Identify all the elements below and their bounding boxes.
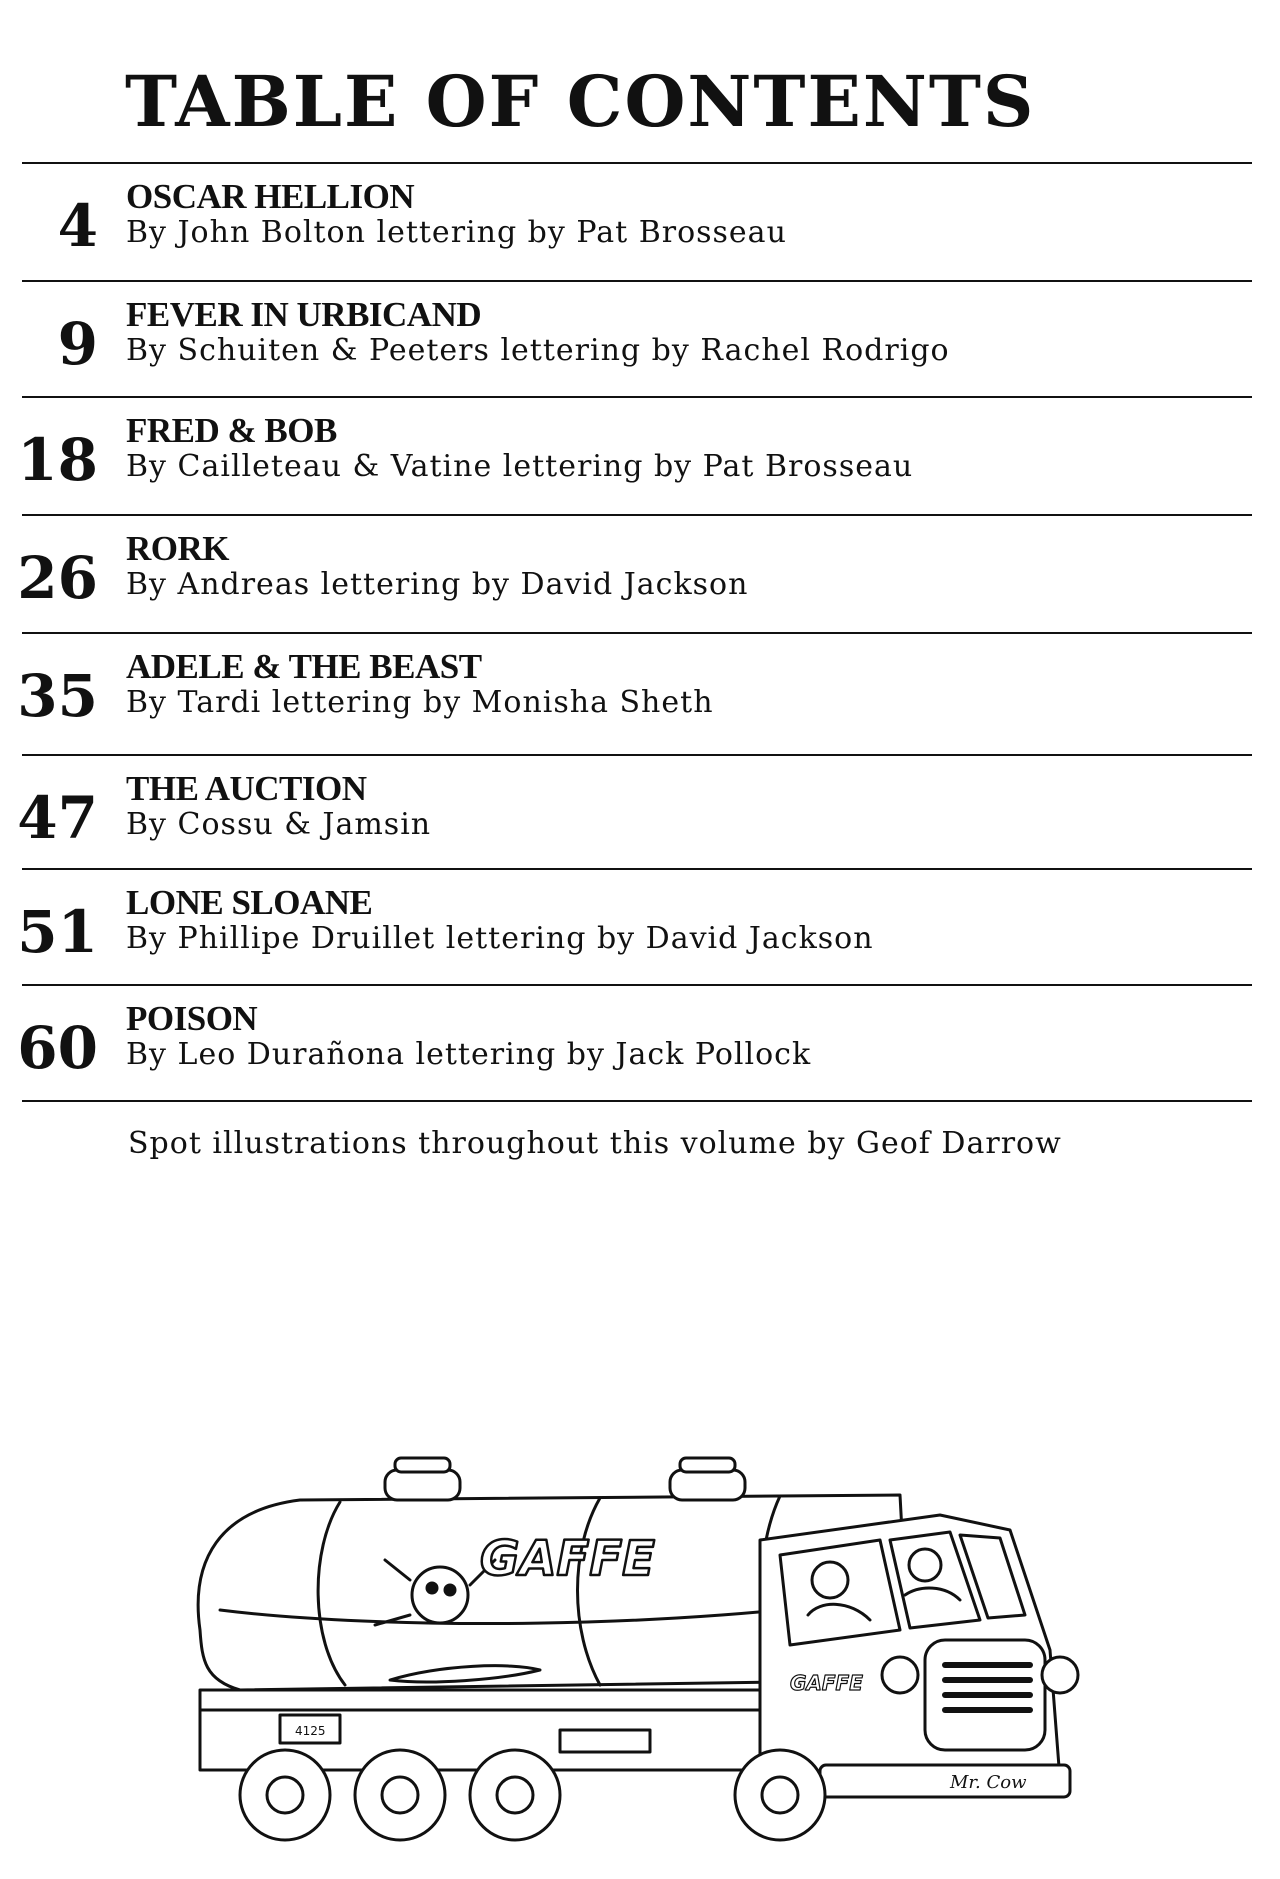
entry-page-number: 47 <box>17 784 98 852</box>
tank-logo: GAFFE <box>480 1531 655 1587</box>
entry-credit: By Tardi lettering by Monisha Sheth <box>126 685 714 720</box>
footnote: Spot illustrations throughout this volume by Geof Darrow <box>128 1126 1062 1161</box>
entry-credit: By Cailleteau & Vatine lettering by Pat Brosseau <box>126 449 914 484</box>
entry-title: LONE SLOANE <box>126 883 373 922</box>
divider <box>22 754 1252 756</box>
entry-title: THE AUCTION <box>126 769 367 808</box>
bumper-text: Mr. Cow <box>950 1772 1027 1793</box>
divider <box>22 868 1252 870</box>
entry-page-number: 9 <box>57 310 98 378</box>
entry-page-number: 51 <box>17 898 98 966</box>
entry-credit: By Andreas lettering by David Jackson <box>126 567 749 602</box>
divider <box>22 280 1252 282</box>
divider <box>22 1100 1252 1102</box>
entry-title: OSCAR HELLION <box>126 177 415 216</box>
page-title: TABLE OF CONTENTS <box>125 60 1036 143</box>
divider <box>22 162 1252 164</box>
entry-page-number: 18 <box>17 426 98 494</box>
entry-credit: By John Bolton lettering by Pat Brosseau <box>126 215 787 250</box>
entry-credit: By Phillipe Druillet lettering by David Jackson <box>126 921 874 956</box>
divider <box>22 514 1252 516</box>
toc-entry[interactable] <box>0 758 1280 868</box>
tanker-truck-illustration <box>180 1380 1260 1850</box>
door-logo: GAFFE <box>790 1671 863 1695</box>
entry-credit: By Leo Durañona lettering by Jack Pollock <box>126 1037 812 1072</box>
entry-title: RORK <box>126 529 229 568</box>
entry-page-number: 60 <box>17 1014 98 1082</box>
entry-credit: By Schuiten & Peeters lettering by Rachel Rodrigo <box>126 333 950 368</box>
entry-page-number: 26 <box>17 544 98 612</box>
toc-entry[interactable] <box>0 636 1280 746</box>
toc-entry[interactable] <box>0 518 1280 628</box>
entry-title: FRED & BOB <box>126 411 337 450</box>
plate-number: 4125 <box>295 1724 326 1738</box>
toc-entry[interactable] <box>0 284 1280 394</box>
toc-entry[interactable] <box>0 872 1280 982</box>
entry-title: ADELE & THE BEAST <box>126 647 482 686</box>
entry-title: POISON <box>126 999 258 1038</box>
entry-title: FEVER IN URBICAND <box>126 295 482 334</box>
entry-credit: By Cossu & Jamsin <box>126 807 432 842</box>
divider <box>22 632 1252 634</box>
divider <box>22 396 1252 398</box>
toc-entry[interactable] <box>0 400 1280 510</box>
entry-page-number: 4 <box>57 192 98 260</box>
toc-entry[interactable] <box>0 988 1280 1098</box>
divider <box>22 984 1252 986</box>
toc-entry[interactable] <box>0 166 1280 276</box>
entry-page-number: 35 <box>17 662 98 730</box>
